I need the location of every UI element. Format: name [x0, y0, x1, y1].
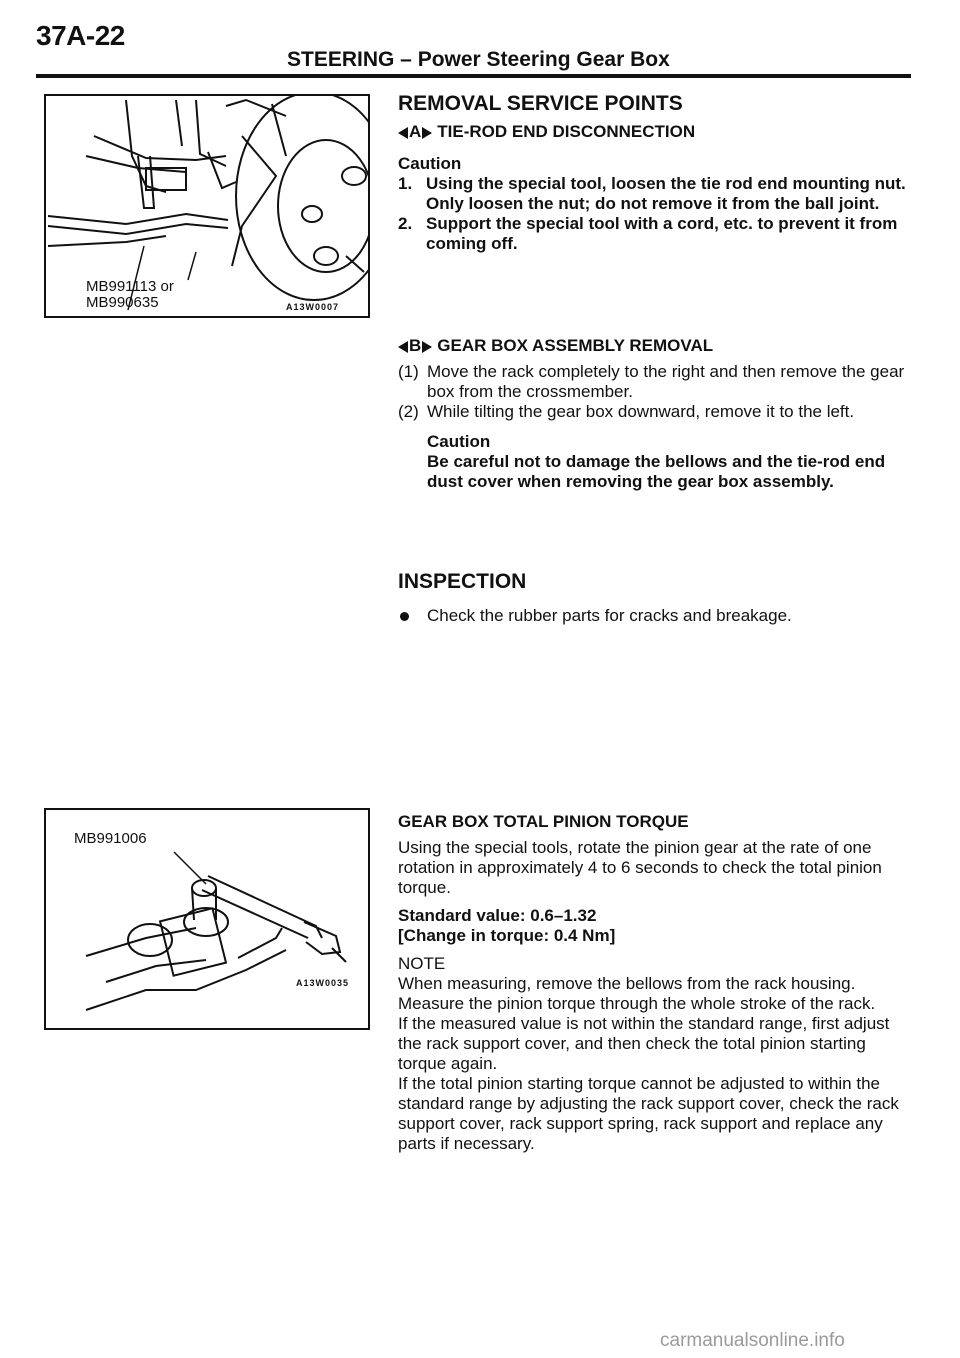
- gear-box-removal-section: [398, 336, 910, 492]
- step-text: While tilting the gear box downward, remove it to the left.: [427, 402, 855, 421]
- tie-rod-step: [398, 214, 910, 254]
- pinion-torque-section: [398, 812, 910, 1154]
- step-text: Using the special tool, loosen the tie rod end mounting nut. Only loosen the nut; do not remove it from the ball joint.: [426, 174, 906, 213]
- left-arrow-icon: [398, 341, 408, 353]
- step-number: 2.: [398, 214, 413, 233]
- step-text: Support the special tool with a cord, etc. to prevent it from coming off.: [426, 214, 898, 253]
- tie-rod-step: [398, 174, 910, 214]
- removal-title: REMOVAL SERVICE POINTS: [398, 92, 683, 115]
- figure-code: A13W0035: [296, 978, 350, 988]
- inspection-section: [398, 572, 910, 626]
- figure-tie-rod-puller: [44, 94, 370, 318]
- left-arrow-icon: [398, 127, 408, 139]
- bullet-icon: [400, 612, 409, 621]
- inspection-title: INSPECTION: [398, 570, 527, 593]
- removal-section: [398, 94, 910, 254]
- note-line: When measuring, remove the bellows from the rack housing.: [398, 974, 856, 993]
- step-number: (1): [398, 362, 419, 381]
- tool-label-primary: MB991113 or: [86, 278, 174, 295]
- gear-box-caution-text: Be careful not to damage the bellows and the tie-rod end dust cover when removing the gear box assembly.: [427, 452, 886, 491]
- tie-rod-heading: [398, 122, 910, 142]
- gear-box-heading: [398, 336, 910, 356]
- step-number: (2): [398, 402, 419, 421]
- pinion-torque-title: GEAR BOX TOTAL PINION TORQUE: [398, 812, 689, 831]
- inspection-text: Check the rubber parts for cracks and breakage.: [427, 606, 792, 625]
- gear-box-marker: B: [409, 336, 422, 355]
- note-label: NOTE: [398, 954, 446, 973]
- tool-label-alternate: MB990635: [86, 294, 159, 311]
- note-line: If the total pinion starting torque cannot be adjusted to within the standard range by adjusting the rack support cover, check the rack support cover, rack support spring, rack support and replace any parts if necessary.: [398, 1074, 899, 1153]
- tie-rod-heading-text: TIE-ROD END DISCONNECTION: [437, 122, 696, 141]
- tool-label: MB991006: [74, 830, 147, 847]
- gear-box-heading-text: GEAR BOX ASSEMBLY REMOVAL: [437, 336, 714, 355]
- tie-rod-caution-label: Caution: [398, 154, 462, 173]
- right-arrow-icon: [422, 127, 432, 139]
- inspection-bullet: [398, 606, 910, 626]
- header-divider: [36, 74, 911, 78]
- gear-box-step: [398, 362, 910, 402]
- right-arrow-icon: [422, 341, 432, 353]
- standard-value: Standard value: 0.6–1.32: [398, 906, 597, 925]
- page-number: 37A-22: [36, 20, 125, 51]
- note-line: Measure the pinion torque through the whole stroke of the rack.: [398, 994, 876, 1013]
- section-title: STEERING – Power Steering Gear Box: [287, 48, 670, 71]
- step-text: Move the rack completely to the right and then remove the gear box from the crossmember.: [427, 362, 905, 401]
- figure-pinion-torque: [44, 808, 370, 1030]
- watermark: carmanualsonline.info: [660, 1330, 845, 1351]
- tie-rod-marker: A: [409, 122, 422, 141]
- torque-change: [Change in torque: 0.4 Nm]: [398, 926, 616, 945]
- gear-box-caution-label: Caution: [427, 432, 491, 451]
- step-number: 1.: [398, 174, 413, 193]
- pinion-torque-intro: Using the special tools, rotate the pinion gear at the rate of one rotation in approximately 4 to 6 seconds to check the total pinion torque.: [398, 838, 882, 897]
- figure-code: A13W0007: [286, 302, 340, 312]
- gear-box-step: [398, 402, 910, 422]
- note-line: If the measured value is not within the standard range, first adjust the rack support cover, and then check the total pinion starting torque again.: [398, 1014, 890, 1073]
